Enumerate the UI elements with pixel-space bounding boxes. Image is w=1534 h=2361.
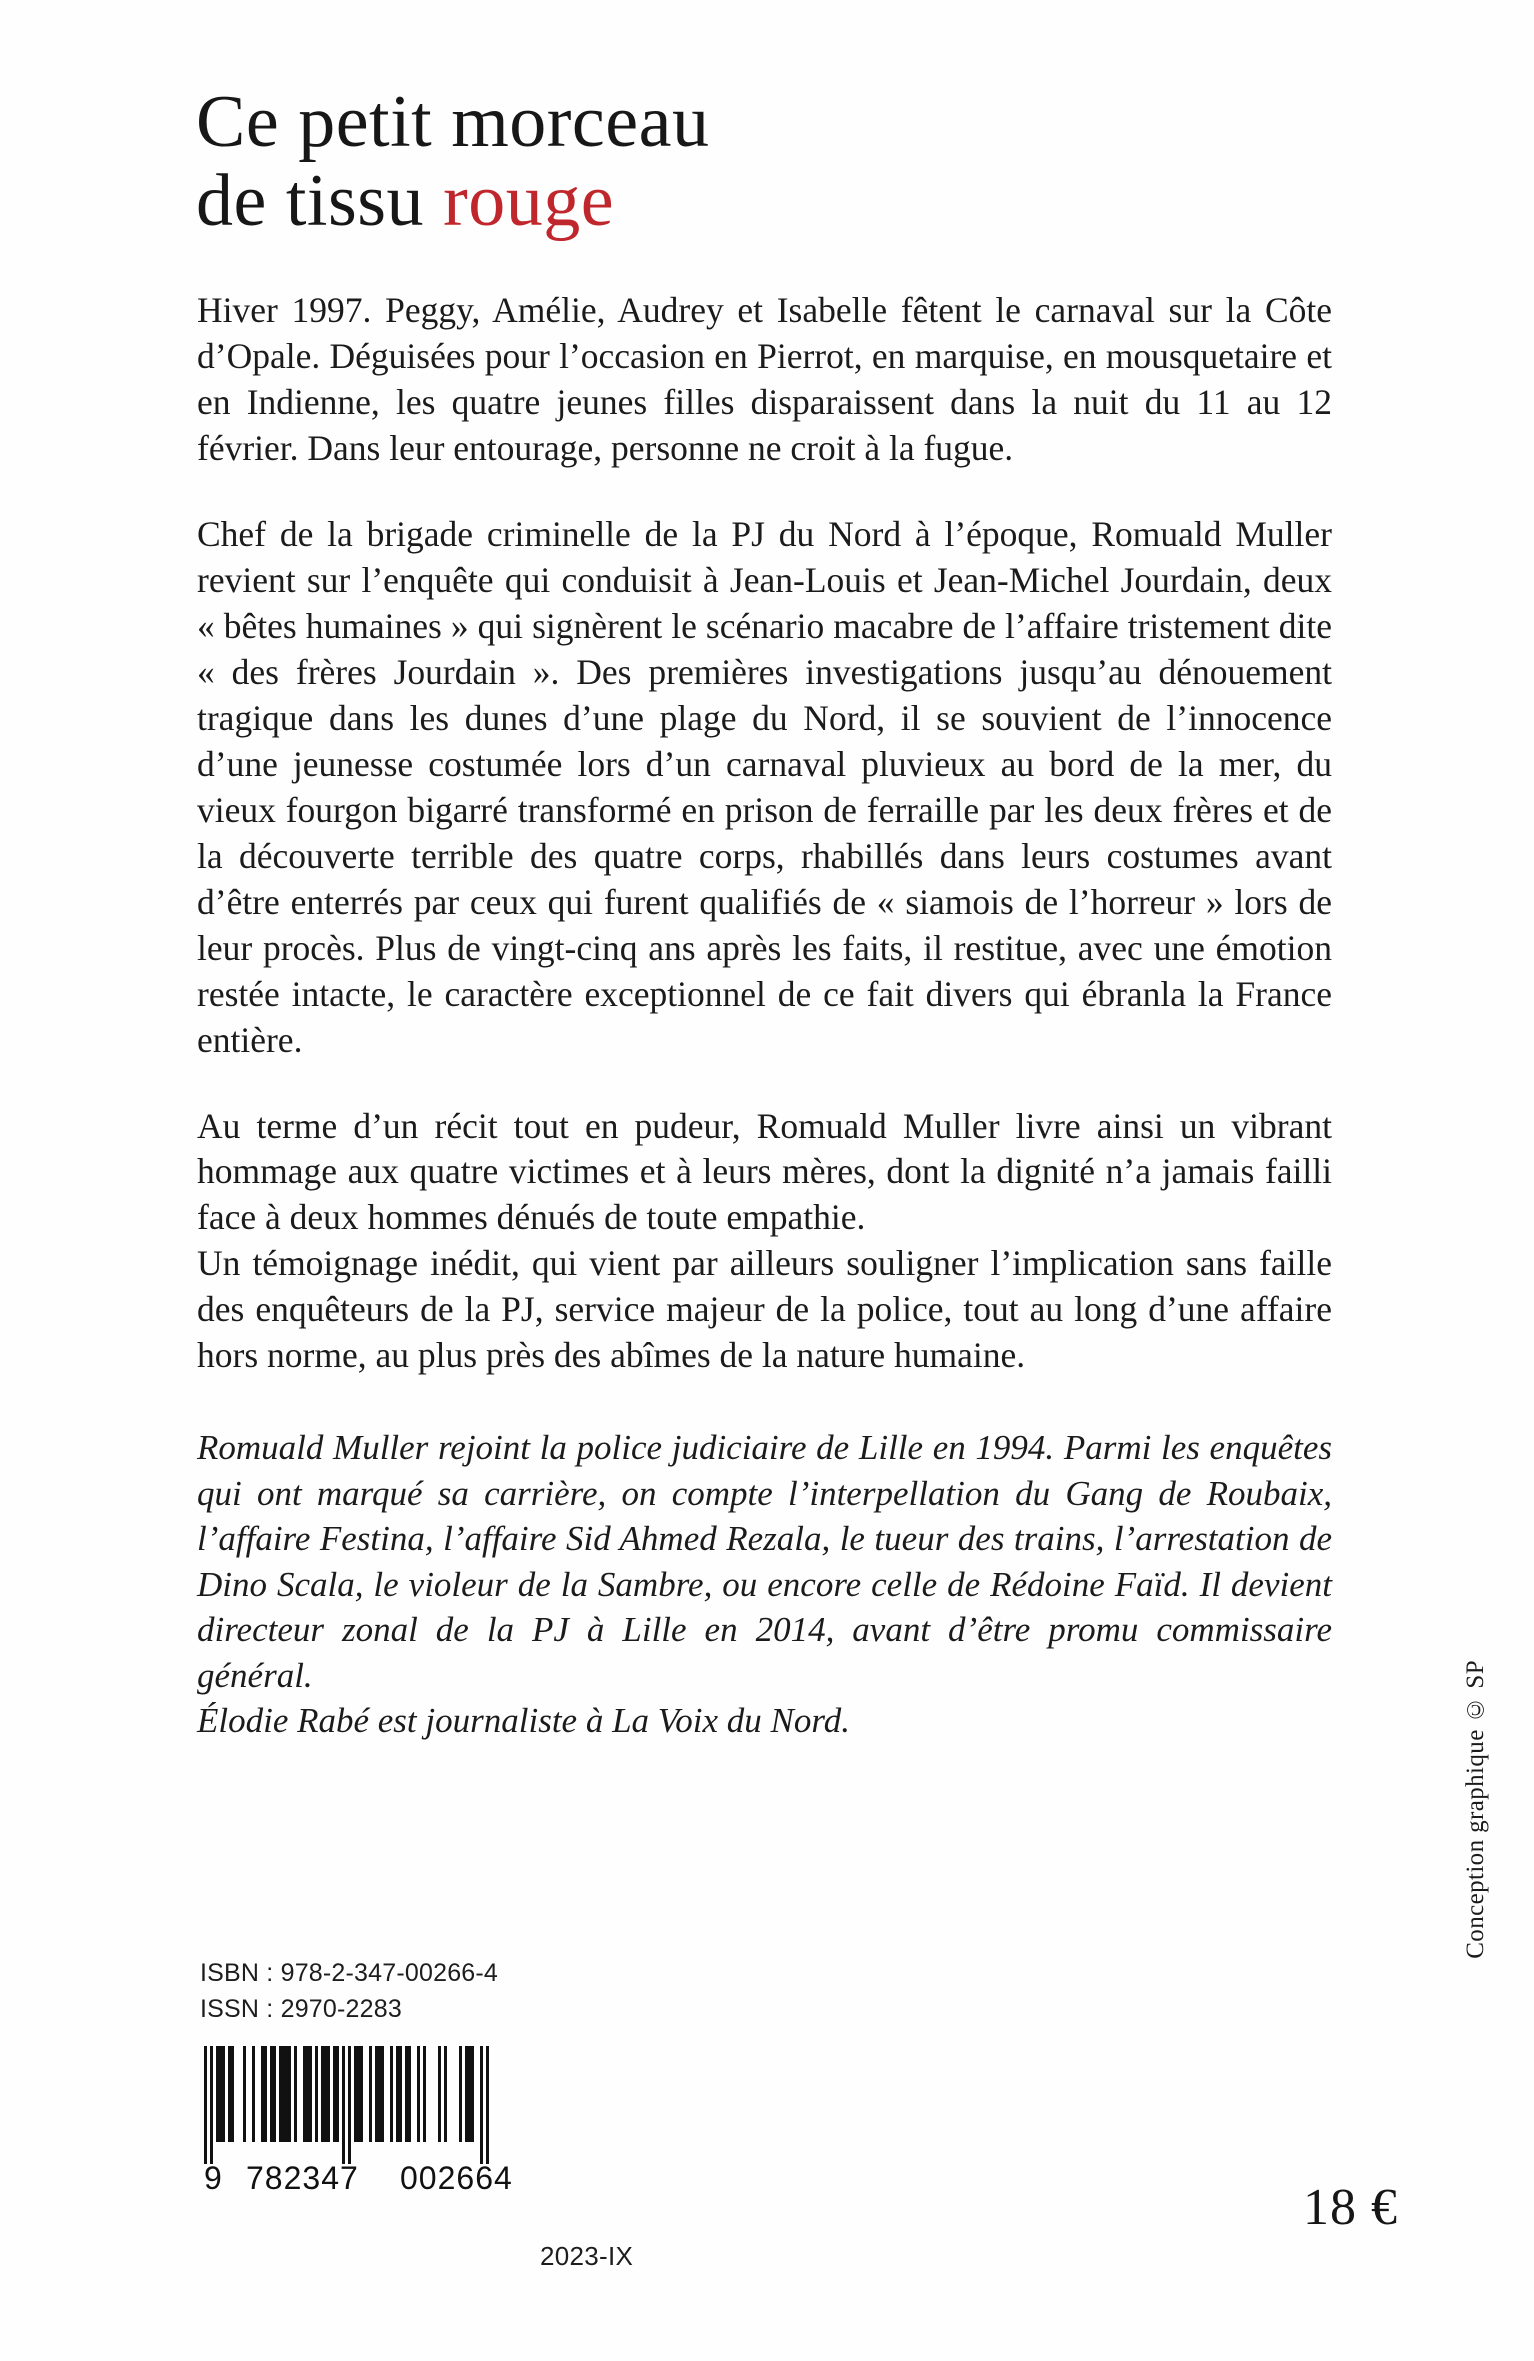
print-date-label: 2023-IX	[540, 2241, 634, 2271]
title-line-2-red: rouge	[443, 159, 615, 242]
barcode-digits	[204, 2160, 534, 2204]
blurb-paragraph-1: Hiver 1997. Peggy, Amélie, Audrey et Isabelle fêtent le carnaval sur la Côte d’Opale. Déguisées pour l’occasion en Pierrot, en marquise, en mousquetaire et en Indienne, les quatre jeunes filles disparaissent dans la nuit du 11 au 12 février. Dans leur entourage, personne ne croit à la fugue.	[197, 290, 1332, 468]
barcode-bar	[486, 2046, 489, 2164]
barcode-bar	[465, 2046, 474, 2142]
barcode-bar	[426, 2046, 438, 2142]
price-label: 18 €	[1303, 2179, 1398, 2236]
barcode-bar	[279, 2046, 291, 2142]
barcode-bar	[216, 2046, 225, 2142]
barcode-digit-group-2: 002664	[400, 2160, 513, 2196]
blurb-paragraph-2: Chef de la brigade criminelle de la PJ du Nord à l’époque, Romuald Muller revient sur l’enquête qui conduisit à Jean-Louis et Jean-Michel Jourdain, deux « bêtes humaines » qui signèrent le scénario macabre de l’affaire tristement dite « des frères Jourdain ». Des premières investigations jusqu’au dénouement tragique dans les dunes d’une plage du Nord, il se souvient de l’innocence d’une jeunesse costumée lors d’un carnaval pluvieux au bord de la mer, du vieux fourgon bigarré transformé en prison de ferraille par les deux frères et de la découverte terrible des quatre corps, rhabillés dans leurs costumes avant d’être enterrés par ceux qui furent qualifiés de « siamois de l’horreur » lors de leur procès. Plus de vingt-cinq ans après les faits, il restitue, avec une émotion restée intacte, le caractère exceptionnel de ce fait divers qui ébranla la France entière.	[197, 513, 1332, 1060]
author-biography: Romuald Muller rejoint la police judiciaire de Lille en 1994. Parmi les enquêtes qui ont marqué sa carrière, on compte l’interpellation du Gang de Roubaix, l’affaire Festina, l’affaire Sid Ahmed Rezala, le tueur des trains, l’arrestation de Dino Scala, le violeur de la Sambre, ou encore celle de Rédoine Faïd. Il devient directeur zonal de la PJ à Lille en 2014, avant d’être promu commissaire général.	[197, 1428, 1332, 1695]
blurb-column	[197, 288, 1332, 1744]
title-line-1: Ce petit morceau	[196, 81, 710, 163]
coauthor-bio-italic: Élodie Rabé est journaliste à	[197, 1701, 613, 1741]
issn-line: ISSN : 2970-2283	[200, 1995, 402, 2024]
barcode-bar	[234, 2046, 243, 2142]
barcode-digit-left: 9	[204, 2160, 223, 2196]
barcode-bar	[447, 2046, 459, 2142]
barcode-bar	[354, 2046, 363, 2142]
barcode-bar	[321, 2046, 330, 2142]
barcode-bar	[375, 2046, 384, 2142]
barcode-bars	[204, 2046, 534, 2164]
barcode-digit-group-1: 782347	[246, 2160, 359, 2196]
graphic-design-credit: Conception graphique © SP	[1462, 1660, 1489, 1959]
title-line-2	[196, 159, 1326, 242]
barcode-bar	[303, 2046, 312, 2142]
isbn-line: ISBN : 978-2-347-00266-4	[200, 1959, 499, 1987]
identifier-block	[200, 1955, 498, 2028]
blurb-paragraph-4: Un témoignage inédit, qui vient par ailleurs souligner l’implication sans faille des enquêteurs de la PJ, service majeur de la police, tout au long d’une affaire hors norme, au plus près des abîmes de la nature humaine.	[197, 1243, 1332, 1376]
book-title	[196, 81, 1326, 242]
coauthor-bio-roman: La Voix du Nord.	[612, 1701, 850, 1741]
coauthor-biography	[197, 1698, 1332, 1744]
ean13-barcode	[204, 2046, 534, 2204]
title-line-2-black: de tissu	[196, 159, 444, 242]
blurb-paragraph-3: Au terme d’un récit tout en pudeur, Romuald Muller livre ainsi un vibrant hommage aux quatre victimes et à leurs mères, dont la dignité n’a jamais failli face à deux hommes dénués de toute empathie.	[197, 1105, 1332, 1238]
